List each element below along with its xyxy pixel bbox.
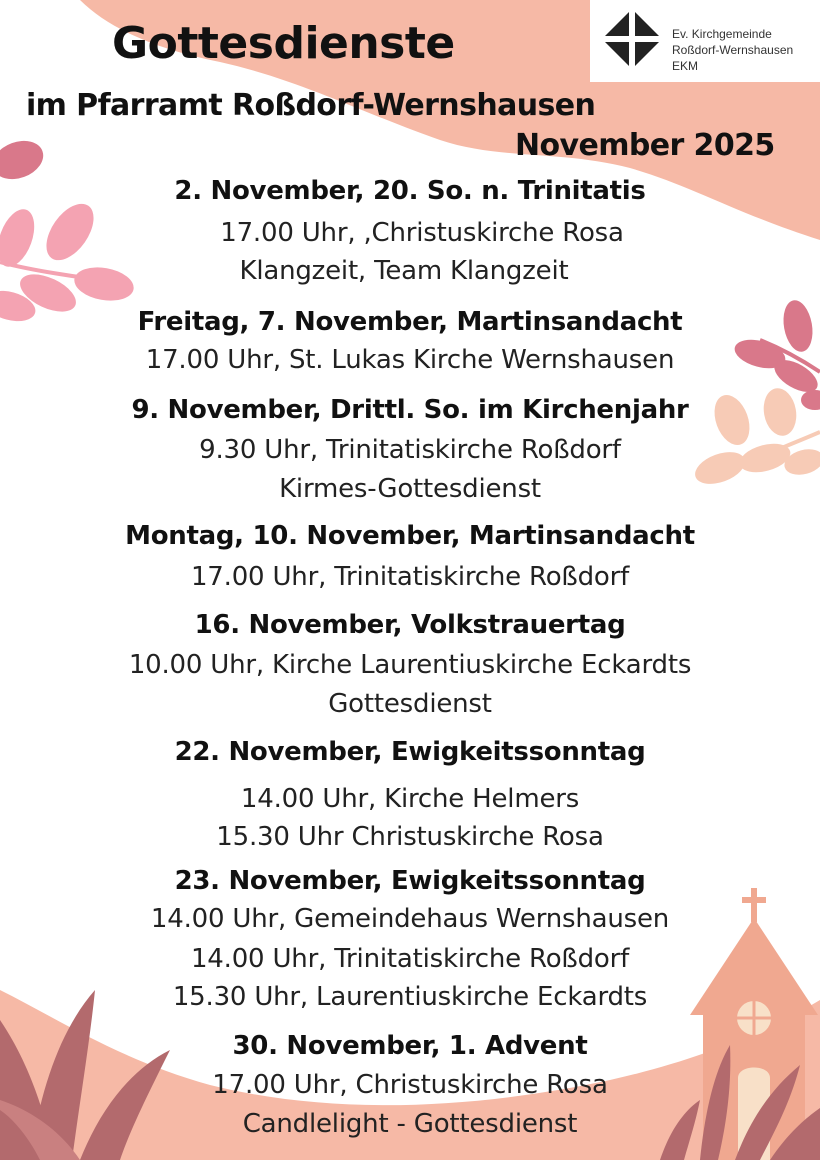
event-7-line-1: 14.00 Uhr, Gemeindehaus Wernshausen [150, 904, 670, 934]
event-6-line-1: 14.00 Uhr, Kirche Helmers [240, 784, 580, 814]
event-3-line-2: Kirmes-Gottesdienst [279, 474, 541, 504]
event-7-line-3: 15.30 Uhr, Laurentiuskirche Eckardts [172, 982, 648, 1012]
page-subtitle: im Pfarramt Roßdorf-Wernshausen [26, 88, 596, 123]
event-5-heading: 16. November, Volkstrauertag [194, 610, 626, 640]
event-5-line-1: 10.00 Uhr, Kirche Laurentiuskirche Eckardts [128, 650, 692, 680]
event-5-line-2: Gottesdienst [328, 689, 492, 719]
event-1-line-1: 17.00 Uhr, ,Christuskirche Rosa [220, 218, 624, 248]
page-title: Gottesdienste [112, 18, 455, 69]
event-1-heading: 2. November, 20. So. n. Trinitatis [174, 176, 646, 206]
event-4-line-1: 17.00 Uhr, Trinitatiskirche Roßdorf [190, 562, 630, 592]
event-8-line-1: 17.00 Uhr, Christuskirche Rosa [212, 1070, 608, 1100]
event-2-line-1: 17.00 Uhr, St. Lukas Kirche Wernshausen [145, 345, 675, 375]
event-6-line-2: 15.30 Uhr Christuskirche Rosa [216, 822, 604, 852]
logo-line-2: Roßdorf-Wernshausen [672, 43, 794, 57]
event-6-heading: 22. November, Ewigkeitssonntag [174, 737, 646, 767]
event-8-heading: 30. November, 1. Advent [232, 1031, 588, 1061]
event-3-heading: 9. November, Drittl. So. im Kirchenjahr [131, 395, 689, 425]
event-3-line-1: 9.30 Uhr, Trinitatiskirche Roßdorf [199, 435, 621, 465]
event-8-line-2: Candlelight - Gottesdienst [242, 1109, 578, 1139]
event-4-heading: Montag, 10. November, Martinsandacht [125, 521, 695, 551]
logo-line-3: EKM [672, 59, 699, 73]
event-7-heading: 23. November, Ewigkeitssonntag [174, 866, 646, 896]
month-label: November 2025 [515, 128, 775, 163]
event-7-line-2: 14.00 Uhr, Trinitatiskirche Roßdorf [190, 944, 630, 974]
event-2-heading: Freitag, 7. November, Martinsandacht [137, 307, 683, 337]
logo-line-1: Ev. Kirchgemeinde [672, 27, 772, 41]
event-1-line-2: Klangzeit, Team Klangzeit [239, 256, 569, 286]
